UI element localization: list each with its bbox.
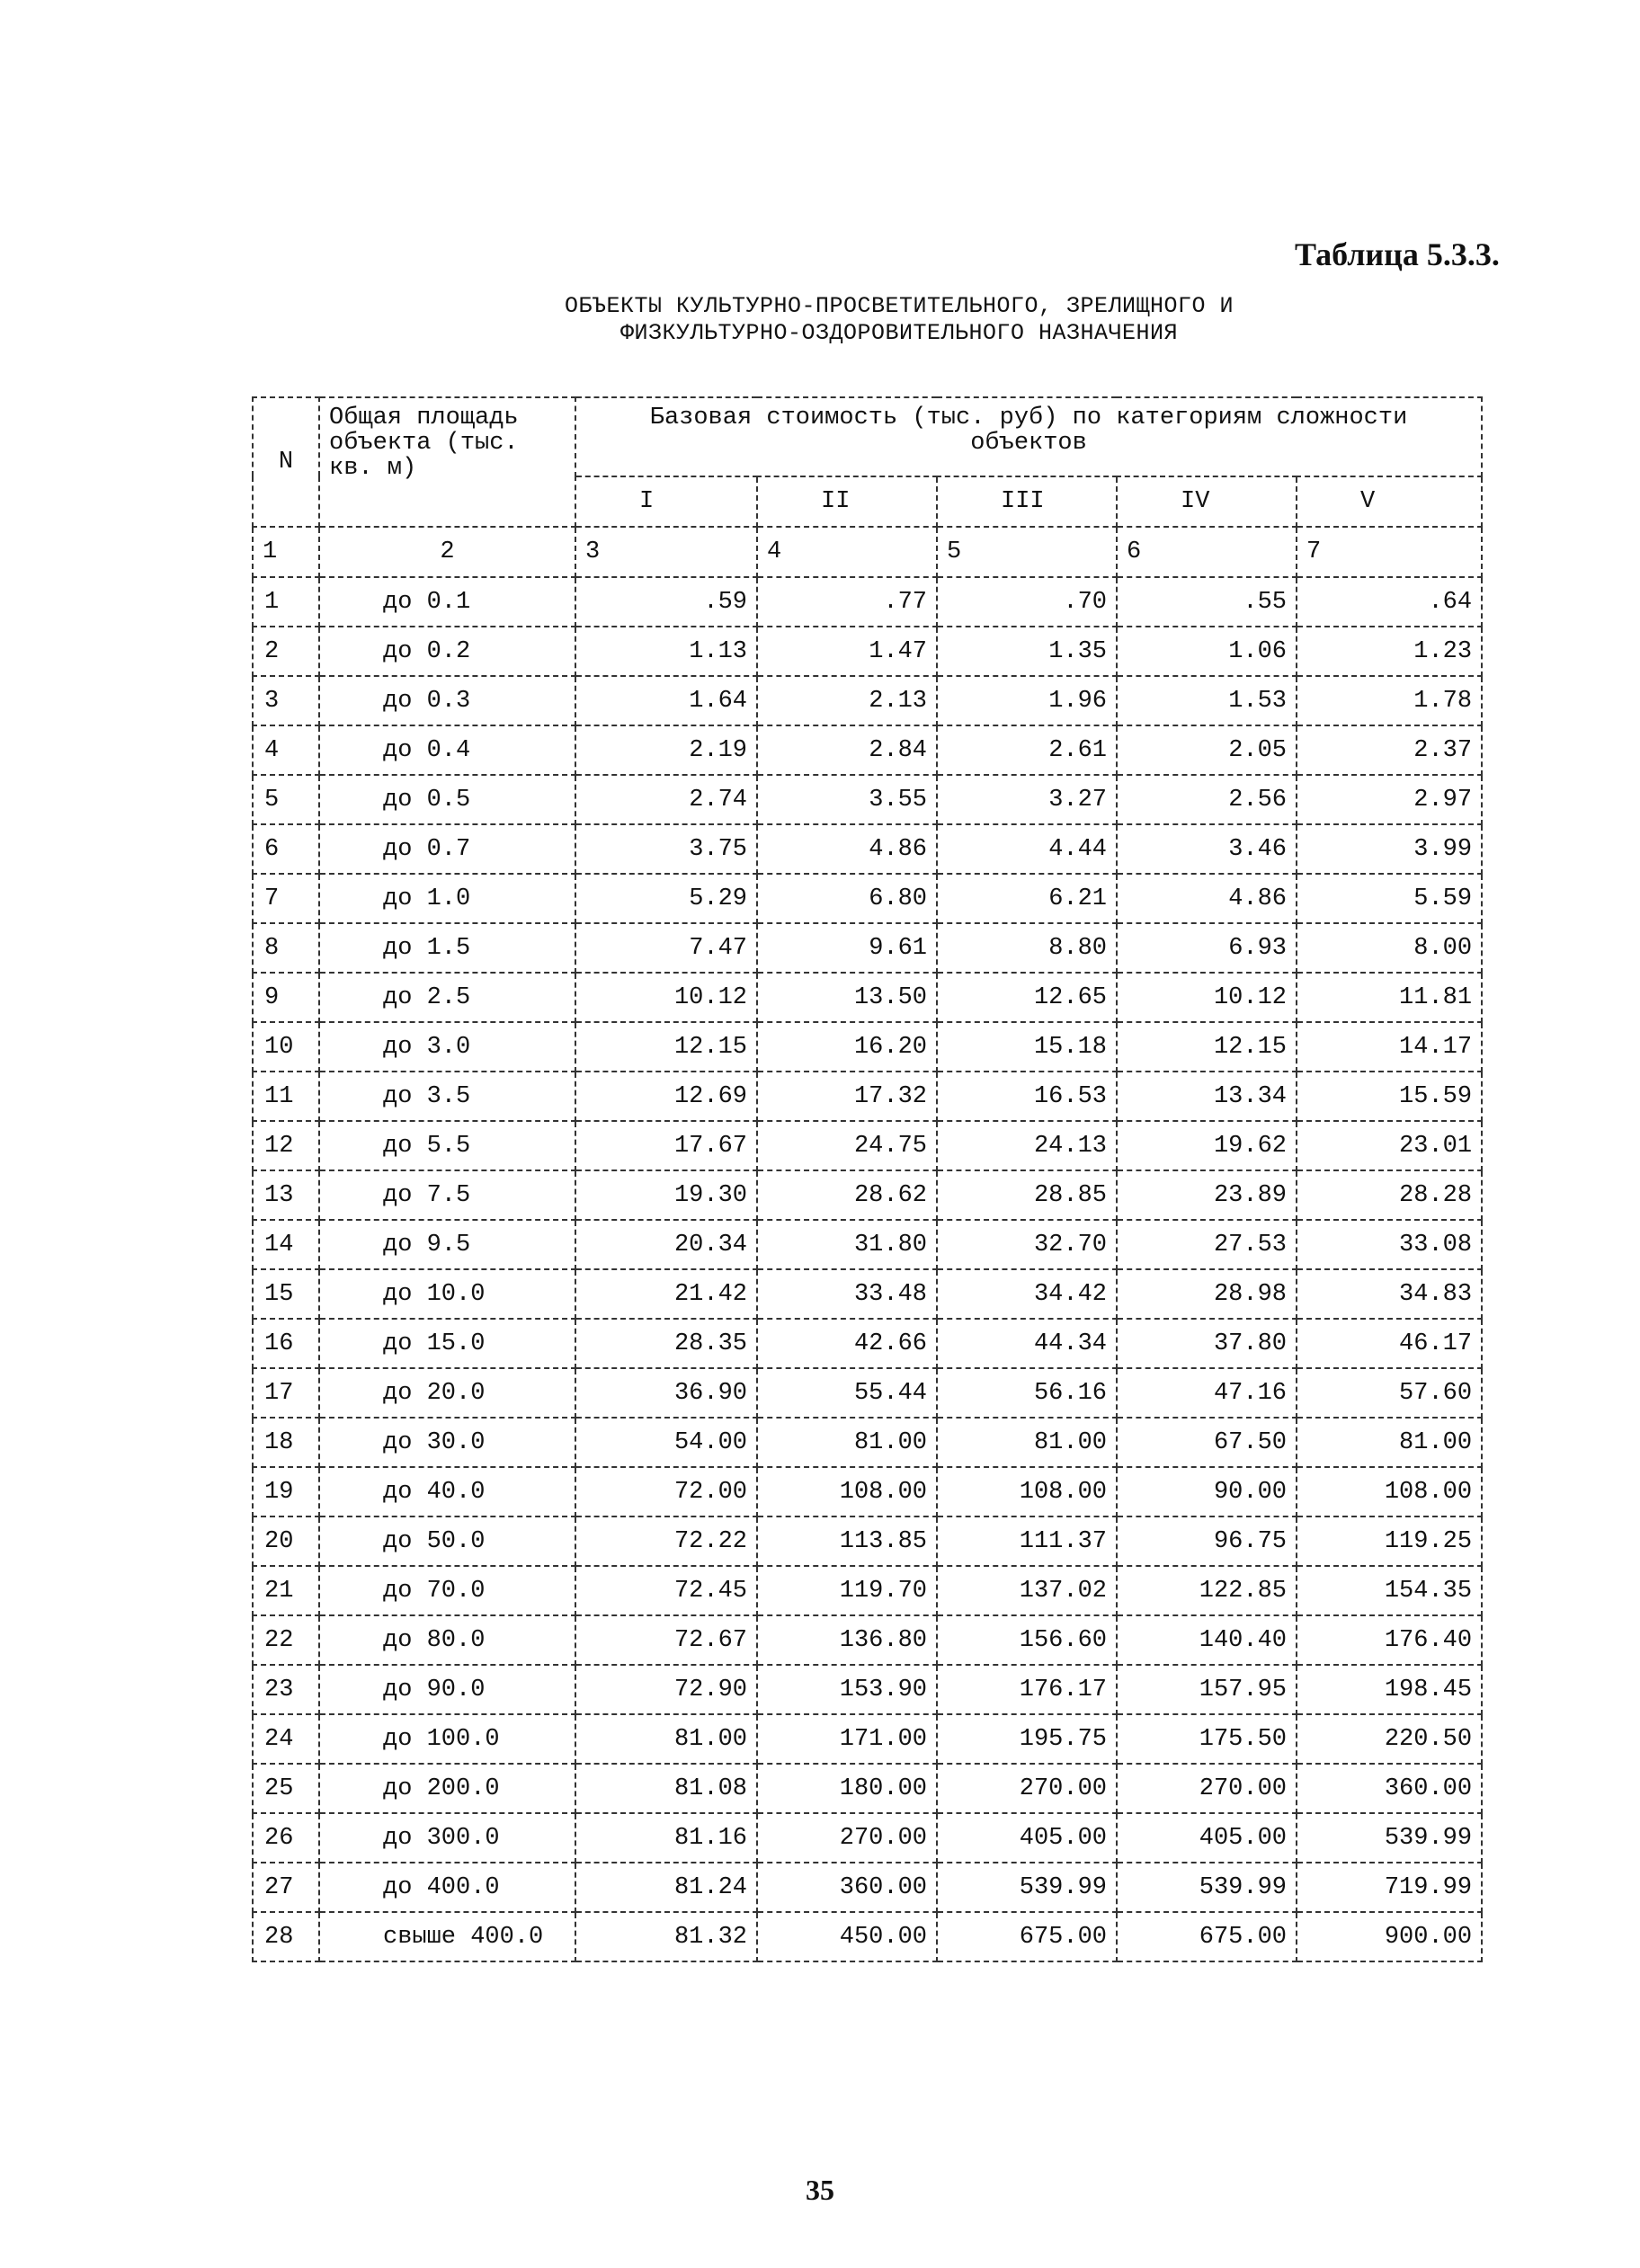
row-number: 18 [253, 1418, 319, 1467]
cost-category-1: 21.42 [575, 1269, 757, 1319]
cost-category-4: 175.50 [1117, 1714, 1297, 1764]
cost-category-3: .70 [937, 577, 1117, 627]
cost-category-1: 19.30 [575, 1170, 757, 1220]
table-row [253, 824, 1482, 874]
row-number: 5 [253, 775, 319, 824]
cost-category-4: 13.34 [1117, 1072, 1297, 1121]
header-row-main [253, 397, 1482, 476]
table-row [253, 1714, 1482, 1764]
row-number: 23 [253, 1665, 319, 1714]
cost-category-5: 2.37 [1297, 725, 1482, 775]
cost-category-3: 32.70 [937, 1220, 1117, 1269]
cost-category-1: 72.67 [575, 1615, 757, 1665]
col-index-7: 7 [1297, 527, 1482, 577]
row-area: до 9.5 [319, 1220, 575, 1269]
header-category-4: IV [1117, 476, 1297, 527]
cost-category-5: 5.59 [1297, 874, 1482, 923]
cost-category-1: 54.00 [575, 1418, 757, 1467]
cost-category-5: 154.35 [1297, 1566, 1482, 1615]
row-area: до 90.0 [319, 1665, 575, 1714]
cost-category-3: 3.27 [937, 775, 1117, 824]
cost-category-1: 81.32 [575, 1912, 757, 1961]
cost-category-3: 24.13 [937, 1121, 1117, 1170]
row-number: 26 [253, 1813, 319, 1863]
cost-category-5: 198.45 [1297, 1665, 1482, 1714]
table-row [253, 1368, 1482, 1418]
cost-category-2: 2.84 [757, 725, 937, 775]
table-row [253, 1813, 1482, 1863]
row-number: 12 [253, 1121, 319, 1170]
table-row [253, 973, 1482, 1022]
row-area: до 20.0 [319, 1368, 575, 1418]
row-number: 15 [253, 1269, 319, 1319]
row-number: 17 [253, 1368, 319, 1418]
header-area: Общая площадь объекта (тыс. кв. м) [319, 397, 575, 527]
cost-category-2: 180.00 [757, 1764, 937, 1813]
cost-category-5: 220.50 [1297, 1714, 1482, 1764]
cost-category-3: 176.17 [937, 1665, 1117, 1714]
cost-category-5: 14.17 [1297, 1022, 1482, 1072]
row-number: 7 [253, 874, 319, 923]
row-area: до 0.7 [319, 824, 575, 874]
cost-category-5: 3.99 [1297, 824, 1482, 874]
cost-category-2: 31.80 [757, 1220, 937, 1269]
cost-category-4: 405.00 [1117, 1813, 1297, 1863]
cost-category-1: 81.00 [575, 1714, 757, 1764]
cost-category-1: 81.24 [575, 1863, 757, 1912]
cost-category-5: 57.60 [1297, 1368, 1482, 1418]
table-row [253, 1418, 1482, 1467]
cost-category-1: 36.90 [575, 1368, 757, 1418]
cost-category-3: 1.96 [937, 676, 1117, 725]
cost-category-1: 5.29 [575, 874, 757, 923]
table-row [253, 1863, 1482, 1912]
cost-category-4: 539.99 [1117, 1863, 1297, 1912]
row-number: 1 [253, 577, 319, 627]
col-index-4: 4 [757, 527, 937, 577]
cost-category-2: 13.50 [757, 973, 937, 1022]
cost-category-3: 56.16 [937, 1368, 1117, 1418]
cost-category-1: 7.47 [575, 923, 757, 973]
row-number: 24 [253, 1714, 319, 1764]
col-index-2: 2 [319, 527, 575, 577]
cost-category-1: 10.12 [575, 973, 757, 1022]
cost-category-3: 1.35 [937, 627, 1117, 676]
table-row [253, 775, 1482, 824]
cost-category-3: 156.60 [937, 1615, 1117, 1665]
row-number: 3 [253, 676, 319, 725]
row-area: до 3.0 [319, 1022, 575, 1072]
cost-category-5: 34.83 [1297, 1269, 1482, 1319]
header-category-2: II [757, 476, 937, 527]
row-area: до 10.0 [319, 1269, 575, 1319]
table-row [253, 1467, 1482, 1516]
cost-category-3: 16.53 [937, 1072, 1117, 1121]
header-row-index [253, 527, 1482, 577]
cost-category-4: 675.00 [1117, 1912, 1297, 1961]
col-index-6: 6 [1117, 527, 1297, 577]
cost-category-4: 12.15 [1117, 1022, 1297, 1072]
cost-category-5: 23.01 [1297, 1121, 1482, 1170]
cost-category-4: 27.53 [1117, 1220, 1297, 1269]
cost-category-3: 81.00 [937, 1418, 1117, 1467]
cost-category-2: 55.44 [757, 1368, 937, 1418]
cost-category-1: 72.00 [575, 1467, 757, 1516]
cost-category-4: 90.00 [1117, 1467, 1297, 1516]
table-row [253, 725, 1482, 775]
col-index-3: 3 [575, 527, 757, 577]
cost-category-3: 15.18 [937, 1022, 1117, 1072]
table-row [253, 1121, 1482, 1170]
cost-category-4: 140.40 [1117, 1615, 1297, 1665]
table-row [253, 577, 1482, 627]
cost-category-3: 270.00 [937, 1764, 1117, 1813]
col-index-5: 5 [937, 527, 1117, 577]
cost-category-4: 3.46 [1117, 824, 1297, 874]
cost-category-3: 44.34 [937, 1319, 1117, 1368]
cost-category-1: 2.19 [575, 725, 757, 775]
table-body [253, 397, 1482, 1961]
header-n: N [253, 397, 319, 527]
row-area: до 3.5 [319, 1072, 575, 1121]
row-number: 27 [253, 1863, 319, 1912]
row-number: 11 [253, 1072, 319, 1121]
cost-category-5: .64 [1297, 577, 1482, 627]
cost-category-2: 81.00 [757, 1418, 937, 1467]
cost-category-1: 20.34 [575, 1220, 757, 1269]
cost-category-1: 17.67 [575, 1121, 757, 1170]
row-area: до 70.0 [319, 1566, 575, 1615]
header-category-3: III [937, 476, 1117, 527]
row-area: до 1.5 [319, 923, 575, 973]
cost-table [252, 396, 1483, 1962]
cost-category-2: 24.75 [757, 1121, 937, 1170]
cost-category-5: 1.78 [1297, 676, 1482, 725]
cost-category-3: 539.99 [937, 1863, 1117, 1912]
row-number: 4 [253, 725, 319, 775]
cost-category-5: 11.81 [1297, 973, 1482, 1022]
row-number: 21 [253, 1566, 319, 1615]
cost-category-2: 6.80 [757, 874, 937, 923]
cost-category-1: 2.74 [575, 775, 757, 824]
cost-category-4: 10.12 [1117, 973, 1297, 1022]
row-number: 6 [253, 824, 319, 874]
cost-category-2: 9.61 [757, 923, 937, 973]
cost-category-4: 6.93 [1117, 923, 1297, 973]
cost-category-5: 2.97 [1297, 775, 1482, 824]
row-area: до 0.2 [319, 627, 575, 676]
cost-category-5: 108.00 [1297, 1467, 1482, 1516]
row-area: до 300.0 [319, 1813, 575, 1863]
row-number: 2 [253, 627, 319, 676]
header-category-5: V [1297, 476, 1482, 527]
cost-category-4: .55 [1117, 577, 1297, 627]
cost-category-1: 72.45 [575, 1566, 757, 1615]
cost-category-5: 81.00 [1297, 1418, 1482, 1467]
table-row [253, 923, 1482, 973]
cost-category-5: 28.28 [1297, 1170, 1482, 1220]
cost-category-3: 195.75 [937, 1714, 1117, 1764]
cost-category-4: 67.50 [1117, 1418, 1297, 1467]
cost-category-5: 8.00 [1297, 923, 1482, 973]
table-row [253, 1269, 1482, 1319]
table-row [253, 1566, 1482, 1615]
cost-category-1: .59 [575, 577, 757, 627]
cost-category-1: 1.64 [575, 676, 757, 725]
cost-category-2: .77 [757, 577, 937, 627]
cost-category-2: 108.00 [757, 1467, 937, 1516]
cost-category-1: 1.13 [575, 627, 757, 676]
table-row [253, 1220, 1482, 1269]
cost-category-3: 8.80 [937, 923, 1117, 973]
cost-category-2: 270.00 [757, 1813, 937, 1863]
row-area: до 400.0 [319, 1863, 575, 1912]
col-index-1: 1 [253, 527, 319, 577]
cost-category-4: 28.98 [1117, 1269, 1297, 1319]
row-area: до 15.0 [319, 1319, 575, 1368]
cost-category-2: 3.55 [757, 775, 937, 824]
cost-category-3: 12.65 [937, 973, 1117, 1022]
row-area: свыше 400.0 [319, 1912, 575, 1961]
header-base-cost: Базовая стоимость (тыс. руб) по категориям сложности объектов [575, 397, 1482, 476]
cost-category-4: 157.95 [1117, 1665, 1297, 1714]
row-area: до 0.4 [319, 725, 575, 775]
row-number: 19 [253, 1467, 319, 1516]
cost-category-5: 900.00 [1297, 1912, 1482, 1961]
table-row [253, 1319, 1482, 1368]
cost-category-5: 539.99 [1297, 1813, 1482, 1863]
cost-category-4: 96.75 [1117, 1516, 1297, 1566]
cost-category-3: 6.21 [937, 874, 1117, 923]
cost-category-4: 270.00 [1117, 1764, 1297, 1813]
cost-category-4: 4.86 [1117, 874, 1297, 923]
row-area: до 1.0 [319, 874, 575, 923]
cost-category-3: 2.61 [937, 725, 1117, 775]
cost-category-4: 23.89 [1117, 1170, 1297, 1220]
cost-category-5: 360.00 [1297, 1764, 1482, 1813]
row-number: 13 [253, 1170, 319, 1220]
cost-category-4: 122.85 [1117, 1566, 1297, 1615]
table-row [253, 1170, 1482, 1220]
row-number: 9 [253, 973, 319, 1022]
cost-category-2: 17.32 [757, 1072, 937, 1121]
row-area: до 0.1 [319, 577, 575, 627]
row-area: до 50.0 [319, 1516, 575, 1566]
table-row [253, 627, 1482, 676]
cost-category-3: 675.00 [937, 1912, 1117, 1961]
row-number: 25 [253, 1764, 319, 1813]
page-number: 35 [806, 2174, 834, 2206]
cost-category-3: 111.37 [937, 1516, 1117, 1566]
document-title [360, 293, 1439, 347]
cost-category-1: 72.22 [575, 1516, 757, 1566]
cost-category-4: 19.62 [1117, 1121, 1297, 1170]
cost-category-4: 37.80 [1117, 1319, 1297, 1368]
cost-category-1: 72.90 [575, 1665, 757, 1714]
cost-category-5: 176.40 [1297, 1615, 1482, 1665]
cost-category-4: 1.06 [1117, 627, 1297, 676]
cost-category-2: 2.13 [757, 676, 937, 725]
cost-category-1: 81.16 [575, 1813, 757, 1863]
row-area: до 30.0 [319, 1418, 575, 1467]
row-area: до 100.0 [319, 1714, 575, 1764]
cost-category-2: 42.66 [757, 1319, 937, 1368]
cost-category-3: 108.00 [937, 1467, 1117, 1516]
cost-category-4: 2.56 [1117, 775, 1297, 824]
row-area: до 0.3 [319, 676, 575, 725]
cost-category-2: 360.00 [757, 1863, 937, 1912]
row-area: до 200.0 [319, 1764, 575, 1813]
row-area: до 2.5 [319, 973, 575, 1022]
cost-category-5: 719.99 [1297, 1863, 1482, 1912]
cost-category-5: 15.59 [1297, 1072, 1482, 1121]
row-number: 20 [253, 1516, 319, 1566]
table-row [253, 1764, 1482, 1813]
cost-category-2: 113.85 [757, 1516, 937, 1566]
cost-category-2: 28.62 [757, 1170, 937, 1220]
table-row [253, 1665, 1482, 1714]
cost-category-3: 4.44 [937, 824, 1117, 874]
row-area: до 7.5 [319, 1170, 575, 1220]
cost-category-1: 12.15 [575, 1022, 757, 1072]
row-number: 28 [253, 1912, 319, 1961]
table-row [253, 1912, 1482, 1961]
cost-category-2: 171.00 [757, 1714, 937, 1764]
row-number: 8 [253, 923, 319, 973]
row-area: до 80.0 [319, 1615, 575, 1665]
row-area: до 40.0 [319, 1467, 575, 1516]
row-area: до 0.5 [319, 775, 575, 824]
cost-category-1: 81.08 [575, 1764, 757, 1813]
row-number: 14 [253, 1220, 319, 1269]
table-row [253, 1022, 1482, 1072]
row-number: 16 [253, 1319, 319, 1368]
title-line-2: ФИЗКУЛЬТУРНО-ОЗДОРОВИТЕЛЬНОГО НАЗНАЧЕНИЯ [619, 320, 1179, 346]
cost-category-2: 1.47 [757, 627, 937, 676]
cost-category-2: 450.00 [757, 1912, 937, 1961]
cost-category-3: 405.00 [937, 1813, 1117, 1863]
row-number: 10 [253, 1022, 319, 1072]
cost-category-3: 28.85 [937, 1170, 1117, 1220]
row-number: 22 [253, 1615, 319, 1665]
cost-category-5: 33.08 [1297, 1220, 1482, 1269]
row-area: до 5.5 [319, 1121, 575, 1170]
cost-category-4: 1.53 [1117, 676, 1297, 725]
cost-category-2: 136.80 [757, 1615, 937, 1665]
cost-category-4: 47.16 [1117, 1368, 1297, 1418]
table-row [253, 1516, 1482, 1566]
cost-category-5: 1.23 [1297, 627, 1482, 676]
table-row [253, 676, 1482, 725]
cost-category-5: 119.25 [1297, 1516, 1482, 1566]
cost-category-4: 2.05 [1117, 725, 1297, 775]
cost-category-3: 34.42 [937, 1269, 1117, 1319]
cost-category-1: 28.35 [575, 1319, 757, 1368]
cost-category-1: 3.75 [575, 824, 757, 874]
header-category-1: I [575, 476, 757, 527]
table-row [253, 1615, 1482, 1665]
table-label: Таблица 5.3.3. [1295, 236, 1500, 272]
cost-category-1: 12.69 [575, 1072, 757, 1121]
cost-category-2: 119.70 [757, 1566, 937, 1615]
cost-category-5: 46.17 [1297, 1319, 1482, 1368]
cost-category-2: 16.20 [757, 1022, 937, 1072]
cost-category-2: 33.48 [757, 1269, 937, 1319]
title-line-1: ОБЪЕКТЫ КУЛЬТУРНО-ПРОСВЕТИТЕЛЬНОГО, ЗРЕЛИЩНОГО И [564, 293, 1234, 319]
cost-category-3: 137.02 [937, 1566, 1117, 1615]
cost-category-2: 4.86 [757, 824, 937, 874]
table-row [253, 1072, 1482, 1121]
cost-category-2: 153.90 [757, 1665, 937, 1714]
table-row [253, 874, 1482, 923]
